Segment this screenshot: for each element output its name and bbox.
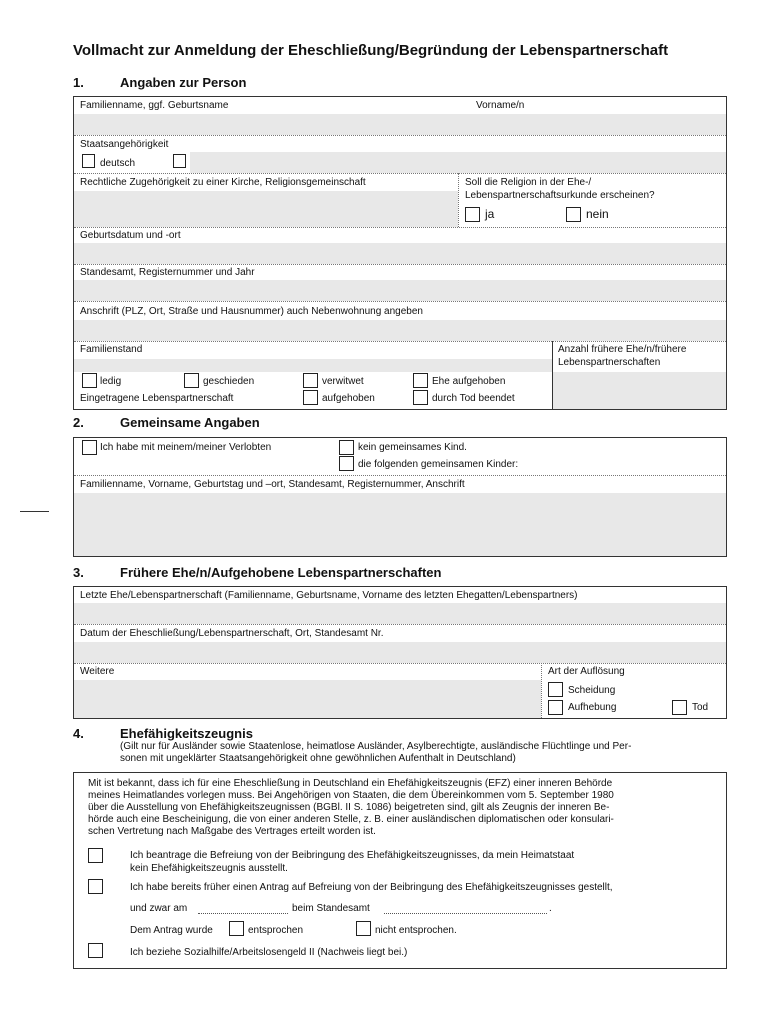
registry-label: Standesamt, Registernummer und Jahr bbox=[80, 267, 255, 278]
verwitwet-checkbox[interactable] bbox=[303, 373, 318, 388]
antrag-standesamt-field[interactable] bbox=[384, 913, 547, 914]
aufgehoben-label: aufgehoben bbox=[322, 393, 375, 404]
entsprochen-checkbox[interactable] bbox=[229, 921, 244, 936]
weitere-field[interactable] bbox=[74, 680, 541, 718]
ehe-aufgehoben-checkbox[interactable] bbox=[413, 373, 428, 388]
efz-paragraph-line-4: hörde auch eine Bescheinigung, die von einer anderen Stelle, z. B. einer ausländischen diplomatischen oder konsulari- bbox=[88, 814, 614, 825]
address-field[interactable] bbox=[74, 320, 726, 341]
option-frueherer-antrag-checkbox[interactable] bbox=[88, 879, 103, 894]
scheidung-checkbox[interactable] bbox=[548, 682, 563, 697]
efz-paragraph-line-1: Mit ist bekannt, dass ich für eine Eheschließung in Deutschland ein Ehefähigkeitszeugnis (EFZ) einer inneren Behörde bbox=[88, 778, 613, 789]
registry-field[interactable] bbox=[74, 280, 726, 301]
section-4-note-line-1: (Gilt nur für Ausländer sowie Staatenlose, heimatlose Ausländer, Asylberechtigte, ausländische Flüchtlinge und Per- bbox=[120, 741, 632, 752]
other-nationality-checkbox[interactable] bbox=[173, 154, 186, 168]
beim-standesamt-label: beim Standesamt bbox=[292, 903, 370, 914]
tod-checkbox[interactable] bbox=[672, 700, 687, 715]
scheidung-label: Scheidung bbox=[568, 685, 616, 696]
religion-ja-label: ja bbox=[485, 207, 495, 221]
kein-kind-label: kein gemeinsames Kind. bbox=[358, 442, 467, 453]
section-1-number: 1. bbox=[73, 75, 84, 90]
option-befreiung-line-1: Ich beantrage die Befreiung von der Beibringung des Ehefähigkeitszeugnisses, da mein Heimatstaat bbox=[130, 850, 575, 861]
ledig-label: ledig bbox=[100, 376, 122, 387]
efz-paragraph-line-5: schen Vertretung nach Maßgabe des Vertrages erteilt worden ist. bbox=[88, 826, 376, 837]
dissolution-type-label: Art der Auflösung bbox=[548, 666, 625, 677]
nationality-field[interactable] bbox=[190, 152, 726, 173]
first-name-label: Vorname/n bbox=[476, 100, 525, 111]
section-3-title: Frühere Ehe/n/Aufgehobene Lebenspartnerschaften bbox=[120, 565, 442, 580]
option-befreiung-checkbox[interactable] bbox=[88, 848, 103, 863]
folgende-kinder-label: die folgenden gemeinsamen Kinder: bbox=[358, 459, 519, 470]
option-befreiung-line-2: kein Ehefähigkeitszeugnis ausstellt. bbox=[130, 863, 288, 874]
ehe-aufgehoben-label: Ehe aufgehoben bbox=[432, 376, 506, 387]
verlobten-label: Ich habe mit meinem/meiner Verlobten bbox=[100, 442, 272, 453]
deutsch-label: deutsch bbox=[100, 158, 136, 169]
aufhebung-label: Aufhebung bbox=[568, 702, 617, 713]
antrag-date-field[interactable] bbox=[198, 913, 288, 914]
entsprochen-label: entsprochen bbox=[248, 925, 304, 936]
section-4-note-line-2: sonen mit ungeklärter Staatsangehörigkeit ohne gewöhnlichen Aufenthalt in Deutschland) bbox=[120, 753, 516, 764]
children-details-field[interactable] bbox=[74, 493, 726, 556]
family-name-field[interactable] bbox=[74, 114, 726, 135]
durch-tod-label: durch Tod beendet bbox=[432, 393, 515, 404]
religion-field[interactable] bbox=[74, 191, 458, 227]
weitere-label: Weitere bbox=[80, 666, 115, 677]
children-details-label: Familienname, Vorname, Geburtstag und –ort, Standesamt, Registernummer, Anschrift bbox=[80, 479, 465, 490]
last-marriage-field[interactable] bbox=[74, 603, 726, 624]
section-1-title: Angaben zur Person bbox=[120, 75, 247, 90]
marriage-date-field[interactable] bbox=[74, 642, 726, 663]
last-marriage-label: Letzte Ehe/Lebenspartnerschaft (Familienname, Geburtsname, Vorname des letzten Ehegatten/Lebenspartners) bbox=[80, 590, 578, 601]
address-label: Anschrift (PLZ, Ort, Straße und Hausnummer) auch Nebenwohnung angeben bbox=[80, 306, 423, 317]
page-title: Vollmacht zur Anmeldung der Eheschließung/Begründung der Lebenspartnerschaft bbox=[73, 42, 669, 59]
nicht-entsprochen-checkbox[interactable] bbox=[356, 921, 371, 936]
verwitwet-label: verwitwet bbox=[322, 376, 364, 387]
aufhebung-checkbox[interactable] bbox=[548, 700, 563, 715]
religion-question-line-1: Soll die Religion in der Ehe-/ bbox=[465, 177, 592, 188]
previous-marriages-label-1: Anzahl frühere Ehe/n/frühere bbox=[558, 344, 687, 355]
efz-paragraph-line-3: über die Ausstellung von Ehefähigkeitszeugnissen (BGBl. II S. 1086) beigetreten sind, gilt als Zeugnis der inneren Be- bbox=[88, 802, 610, 813]
folgende-kinder-checkbox[interactable] bbox=[339, 456, 354, 471]
option-sozialhilfe-checkbox[interactable] bbox=[88, 943, 103, 958]
verlobten-checkbox[interactable] bbox=[82, 440, 97, 455]
geschieden-checkbox[interactable] bbox=[184, 373, 199, 388]
section-4-number: 4. bbox=[73, 726, 84, 741]
family-name-label: Familienname, ggf. Geburtsname bbox=[80, 100, 229, 111]
option-frueherer-antrag-label: Ich habe bereits früher einen Antrag auf Befreiung von der Beibringung des Ehefähigkeitszeugnisses gestellt, bbox=[130, 882, 613, 893]
religion-ja-checkbox[interactable] bbox=[465, 207, 480, 222]
geschieden-label: geschieden bbox=[203, 376, 255, 387]
durch-tod-checkbox[interactable] bbox=[413, 390, 428, 405]
religion-question-line-2: Lebenspartnerschaftsurkunde erscheinen? bbox=[465, 190, 655, 201]
religion-nein-label: nein bbox=[586, 207, 609, 221]
sentence-period: . bbox=[549, 903, 552, 914]
section-2-number: 2. bbox=[73, 415, 84, 430]
deutsch-checkbox[interactable] bbox=[82, 154, 95, 168]
efz-paragraph-line-2: meines Heimatlandes vorlegen muss. Bei Angehörigen von Staaten, die dem Übereinkommen vom 5. September 1980 bbox=[88, 790, 614, 801]
section-2-title: Gemeinsame Angaben bbox=[120, 415, 260, 430]
dem-antrag-label: Dem Antrag wurde bbox=[130, 925, 213, 936]
birth-label: Geburtsdatum und -ort bbox=[80, 230, 181, 241]
und-zwar-label: und zwar am bbox=[130, 903, 188, 914]
religion-nein-checkbox[interactable] bbox=[566, 207, 581, 222]
previous-marriages-label-2: Lebenspartnerschaften bbox=[558, 357, 661, 368]
marriage-date-label: Datum der Eheschließung/Lebenspartnerschaft, Ort, Standesamt Nr. bbox=[80, 628, 384, 639]
ledig-checkbox[interactable] bbox=[82, 373, 97, 388]
religion-label: Rechtliche Zugehörigkeit zu einer Kirche, Religionsgemeinschaft bbox=[80, 177, 366, 188]
kein-kind-checkbox[interactable] bbox=[339, 440, 354, 455]
aufgehoben-checkbox[interactable] bbox=[303, 390, 318, 405]
previous-marriages-field[interactable] bbox=[553, 372, 726, 409]
option-sozialhilfe-label: Ich beziehe Sozialhilfe/Arbeitslosengeld II (Nachweis liegt bei.) bbox=[130, 947, 408, 958]
nicht-entsprochen-label: nicht entsprochen. bbox=[375, 925, 457, 936]
nationality-label: Staatsangehörigkeit bbox=[80, 139, 169, 150]
birth-field[interactable] bbox=[74, 243, 726, 264]
marital-status-label: Familienstand bbox=[80, 344, 143, 355]
section-3-number: 3. bbox=[73, 565, 84, 580]
section-4-title: Ehefähigkeitszeugnis bbox=[120, 726, 253, 741]
margin-fold-mark bbox=[20, 511, 49, 512]
tod-label: Tod bbox=[692, 702, 709, 713]
partnership-label: Eingetragene Lebenspartnerschaft bbox=[80, 393, 234, 404]
